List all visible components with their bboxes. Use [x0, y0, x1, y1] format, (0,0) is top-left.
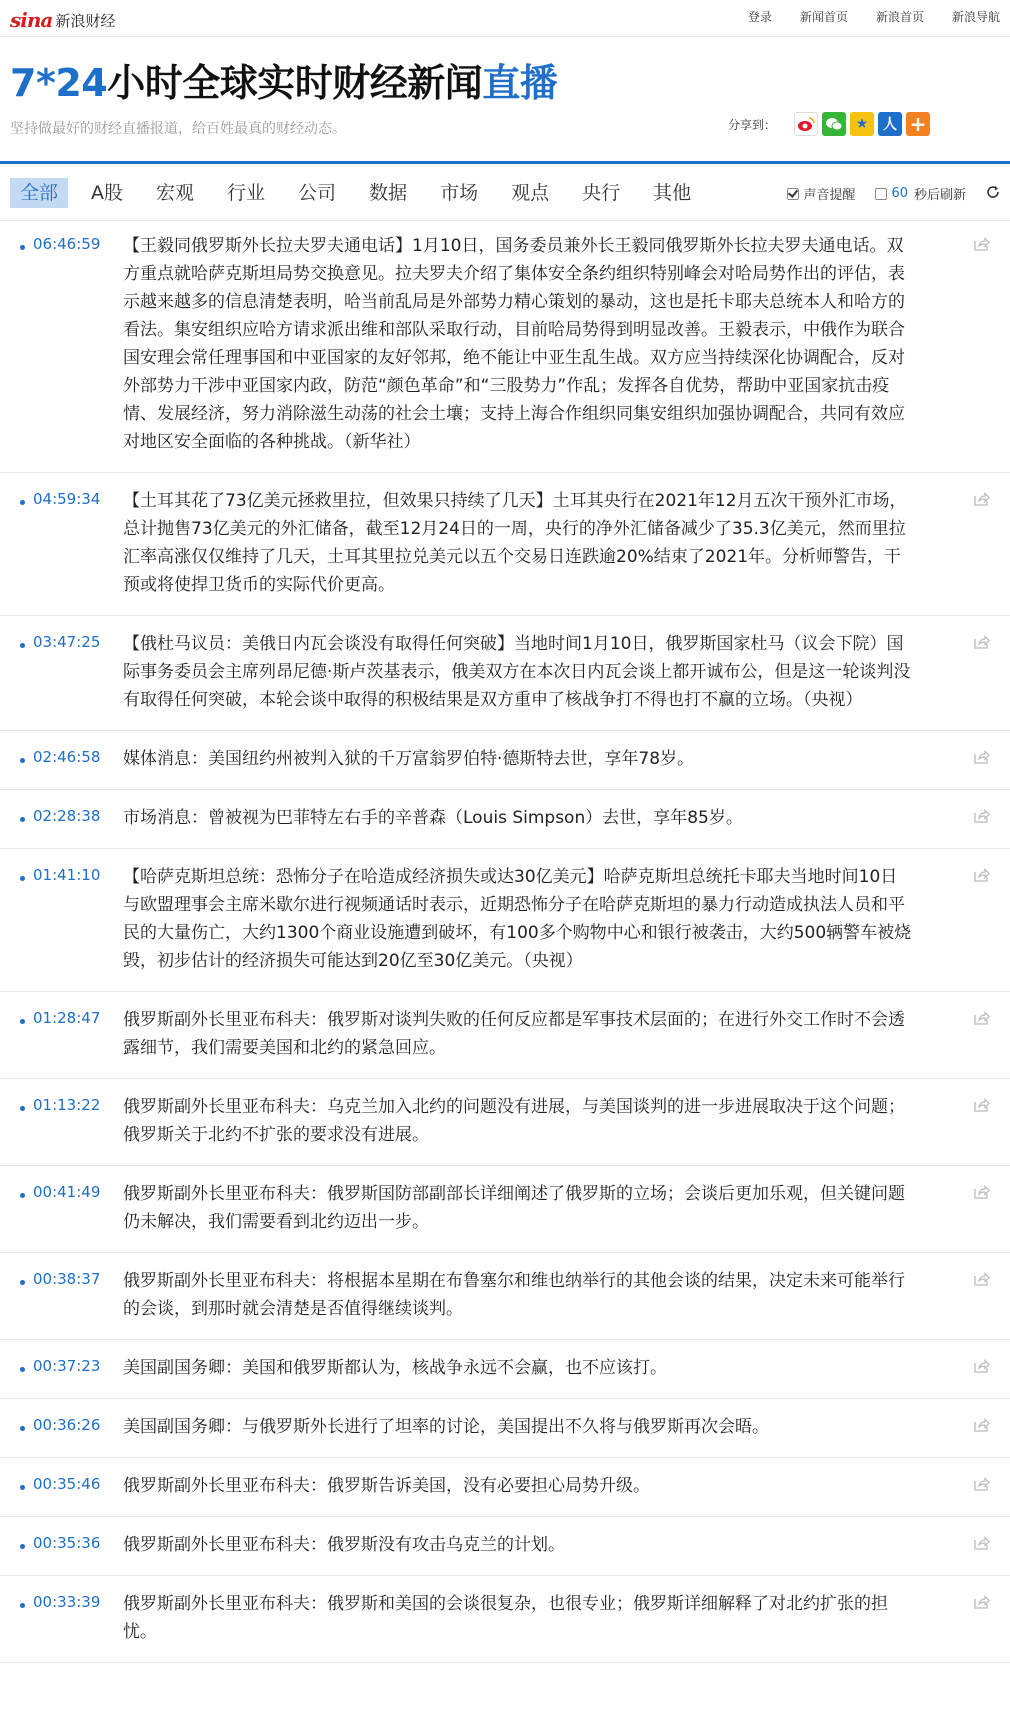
timeline-dot [20, 1485, 25, 1490]
news-time: 00:35:46 [33, 1475, 101, 1493]
share-icon[interactable] [974, 1184, 990, 1198]
tab-macro[interactable]: 宏观 [156, 182, 195, 204]
news-text: 美国副国务卿：与俄罗斯外长进行了坦率的讨论，美国提出不久将与俄罗斯再次会晤。 [123, 1417, 769, 1437]
timeline-dot [20, 1280, 25, 1285]
tab-other[interactable]: 其他 [653, 182, 692, 204]
news-time: 00:41:49 [33, 1183, 101, 1201]
news-time: 00:36:26 [33, 1416, 101, 1434]
news-text: 美国副国务卿：美国和俄罗斯都认为，核战争永远不会赢，也不应该打。 [123, 1358, 667, 1378]
share-icon[interactable] [974, 1535, 990, 1549]
category-tabs [10, 178, 714, 208]
news-item [0, 1166, 1010, 1253]
news-text: 俄罗斯副外长里亚布科夫：俄罗斯告诉美国，没有必要担心局势升级。 [123, 1476, 650, 1496]
news-time: 03:47:25 [33, 633, 101, 651]
news-item [0, 790, 1010, 849]
news-time: 02:46:58 [33, 748, 101, 766]
page-title [10, 52, 557, 107]
news-item [0, 992, 1010, 1079]
news-text: 俄罗斯副外长里亚布科夫：俄罗斯国防部副部长详细阐述了俄罗斯的立场；会谈后更加乐观，但关键问题仍未解决，我们需要看到北约迈出一步。 [123, 1184, 905, 1232]
refresh-countdown: 60 [891, 186, 908, 201]
qzone-icon[interactable]: ★ [850, 112, 874, 136]
tab-opinion[interactable]: 观点 [511, 182, 550, 204]
sina-nav-link[interactable]: 新浪导航 [951, 10, 1000, 24]
auto-refresh-label: 秒后刷新 [913, 188, 966, 203]
share-icon[interactable] [974, 491, 990, 505]
news-item [0, 1517, 1010, 1576]
share-label: 分享到： [728, 117, 777, 132]
news-item [0, 218, 1010, 473]
news-time: 00:33:39 [33, 1593, 101, 1611]
timeline-dot [20, 1544, 25, 1549]
feed-options [787, 184, 1000, 203]
news-text: 【俄杜马议员：美俄日内瓦会谈没有取得任何突破】当地时间1月10日，俄罗斯国家杜马（议会下院）国际事务委员会主席列昂尼德·斯卢茨基表示，俄美双方在本次日内瓦会谈上都开诚布公，但是这一轮谈判没有取得任何突破，本轮会谈中取得的积极结果是双方重申了核战争打不得也打不赢的立场。（央视） [123, 634, 911, 710]
tab-data[interactable]: 数据 [369, 182, 408, 204]
tab-a-shares[interactable]: A股 [91, 182, 124, 204]
auto-refresh-checkbox[interactable] [875, 188, 887, 200]
tab-company[interactable]: 公司 [298, 182, 337, 204]
timeline-dot [20, 643, 25, 648]
timeline-dot [20, 1603, 25, 1608]
timeline-dot [20, 817, 25, 822]
timeline-dot [20, 1193, 25, 1198]
tab-central-bank[interactable]: 央行 [582, 182, 621, 204]
timeline-dot [20, 1019, 25, 1024]
logo-text: 新浪财经 [55, 11, 116, 30]
news-feed [0, 218, 1010, 1663]
news-text: 媒体消息：美国纽约州被判入狱的千万富翁罗伯特·德斯特去世，享年78岁。 [123, 749, 695, 769]
news-text: 俄罗斯副外长里亚布科夫：俄罗斯没有攻击乌克兰的计划。 [123, 1535, 565, 1555]
news-item [0, 1079, 1010, 1166]
share-icon[interactable] [974, 1097, 990, 1111]
sina-home-link[interactable]: 新浪首页 [875, 10, 924, 24]
news-text: 俄罗斯副外长里亚布科夫：俄罗斯和美国的会谈很复杂，也很专业；俄罗斯详细解释了对北约扩张的担忧。 [123, 1594, 888, 1642]
page-subtitle: 坚持做最好的财经直播报道，给百姓最真的财经动态。 [10, 121, 346, 137]
logo-mark: sina [10, 8, 53, 32]
news-item [0, 1399, 1010, 1458]
title-part-2: 小时全球实时财经新闻 [107, 61, 483, 105]
timeline-dot [20, 876, 25, 881]
news-time: 01:13:22 [33, 1096, 101, 1114]
top-bar [0, 0, 1010, 37]
tab-all[interactable]: 全部 [10, 178, 68, 208]
news-item [0, 1340, 1010, 1399]
weibo-icon[interactable] [794, 112, 818, 136]
news-item [0, 1576, 1010, 1663]
renren-icon[interactable]: 人 [878, 112, 902, 136]
news-text: 俄罗斯副外长里亚布科夫：乌克兰加入北约的问题没有进展，与美国谈判的进一步进展取决于这个问题；俄罗斯关于北约不扩张的要求没有进展。 [123, 1097, 905, 1145]
sound-alert-option[interactable] [787, 184, 855, 203]
title-part-1: 7*24 [10, 61, 108, 105]
timeline-dot [20, 500, 25, 505]
share-icon[interactable] [974, 1358, 990, 1372]
sound-alert-label: 声音提醒 [803, 188, 856, 203]
news-time: 02:28:38 [33, 807, 101, 825]
news-home-link[interactable]: 新闻首页 [799, 10, 848, 24]
timeline-dot [20, 1426, 25, 1431]
news-text: 【土耳其花了73亿美元拯救里拉，但效果只持续了几天】土耳其央行在2021年12月五次干预外汇市场，总计抛售73亿美元的外汇储备，截至12月24日的一周，央行的净外汇储备减少了35.3亿美元，然而里拉汇率高涨仅仅维持了几天，土耳其里拉兑美元以五个交易日连跌逾20%结束了2021年。分析师警告，干预或将使捍卫货币的实际代价更高。 [123, 491, 907, 595]
timeline-dot [20, 758, 25, 763]
share-icon[interactable] [974, 1271, 990, 1285]
share-icon[interactable] [974, 1417, 990, 1431]
more-icon[interactable]: + [906, 112, 930, 136]
share-icon[interactable] [974, 1476, 990, 1490]
news-time: 01:41:10 [33, 866, 101, 884]
news-time: 00:35:36 [33, 1534, 101, 1552]
refresh-icon[interactable] [986, 184, 1000, 203]
login-link[interactable]: 登录 [747, 10, 772, 24]
timeline-dot [20, 245, 25, 250]
tab-market[interactable]: 市场 [440, 182, 479, 204]
news-item [0, 731, 1010, 790]
share-icon[interactable] [974, 634, 990, 648]
share-icon[interactable] [974, 808, 990, 822]
sound-alert-checkbox[interactable] [787, 188, 799, 200]
timeline-dot [20, 1106, 25, 1111]
news-time: 04:59:34 [33, 490, 101, 508]
news-item [0, 616, 1010, 731]
share-icon[interactable] [974, 1010, 990, 1024]
news-text: 【王毅同俄罗斯外长拉夫罗夫通电话】1月10日，国务委员兼外长王毅同俄罗斯外长拉夫罗夫通电话。双方重点就哈萨克斯坦局势交换意见。拉夫罗夫介绍了集体安全条约组织特别峰会对哈局势作出的评估，表示越来越多的信息清楚表明，哈当前乱局是外部势力精心策划的暴动，这也是托卡耶夫总统本人和哈方的看法。集安组织应哈方请求派出维和部队采取行动，目前哈局势得到明显改善。王毅表示，中俄作为联合国安理会常任理事国和中亚国家的友好邻邦，绝不能让中亚生乱生战。双方应当持续深化协调配合，反对外部势力干涉中亚国家内政，防范“颜色革命”和“三股势力”作乱；发挥各自优势，帮助中亚国家抗击疫情、发展经济，努力消除滋生动荡的社会土壤；支持上海合作组织同集安组织加强协调配合，共同有效应对地区安全面临的各种挑战。（新华社） [123, 236, 905, 452]
sina-finance-logo[interactable] [10, 8, 115, 32]
share-bar [728, 112, 934, 136]
top-links [720, 8, 1000, 25]
news-item [0, 1253, 1010, 1340]
tab-industry[interactable]: 行业 [227, 182, 266, 204]
auto-refresh-option[interactable] [875, 184, 966, 203]
category-nav [0, 161, 1010, 221]
news-item [0, 473, 1010, 616]
share-icon[interactable] [974, 1594, 990, 1608]
news-text: 【哈萨克斯坦总统：恐怖分子在哈造成经济损失或达30亿美元】哈萨克斯坦总统托卡耶夫当地时间10日与欧盟理事会主席米歇尔进行视频通话时表示，近期恐怖分子在哈萨克斯坦的暴力行动造成执法人员和平民的大量伤亡，大约1300个商业设施遭到破坏，有100多个购物中心和银行被袭击，大约500辆警车被烧毁，初步估计的经济损失可能达到20亿至30亿美元。（央视） [123, 867, 912, 971]
news-item [0, 849, 1010, 992]
news-text: 俄罗斯副外长里亚布科夫：俄罗斯对谈判失败的任何反应都是军事技术层面的；在进行外交工作时不会透露细节，我们需要美国和北约的紧急回应。 [123, 1010, 905, 1058]
news-item [0, 1458, 1010, 1517]
timeline-dot [20, 1367, 25, 1372]
news-text: 俄罗斯副外长里亚布科夫：将根据本星期在布鲁塞尔和维也纳举行的其他会谈的结果，决定未来可能举行的会谈，到那时就会清楚是否值得继续谈判。 [123, 1271, 905, 1319]
news-text: 市场消息：曾被视为巴菲特左右手的辛普森（Louis Simpson）去世，享年85岁。 [123, 808, 743, 828]
news-time: 01:28:47 [33, 1009, 101, 1027]
news-time: 00:38:37 [33, 1270, 101, 1288]
share-icon[interactable] [974, 236, 990, 250]
share-icon[interactable] [974, 867, 990, 881]
wechat-icon[interactable] [822, 112, 846, 136]
news-time: 06:46:59 [33, 235, 101, 253]
title-part-3: 直播 [482, 61, 558, 105]
share-icon[interactable] [974, 749, 990, 763]
news-time: 00:37:23 [33, 1357, 101, 1375]
